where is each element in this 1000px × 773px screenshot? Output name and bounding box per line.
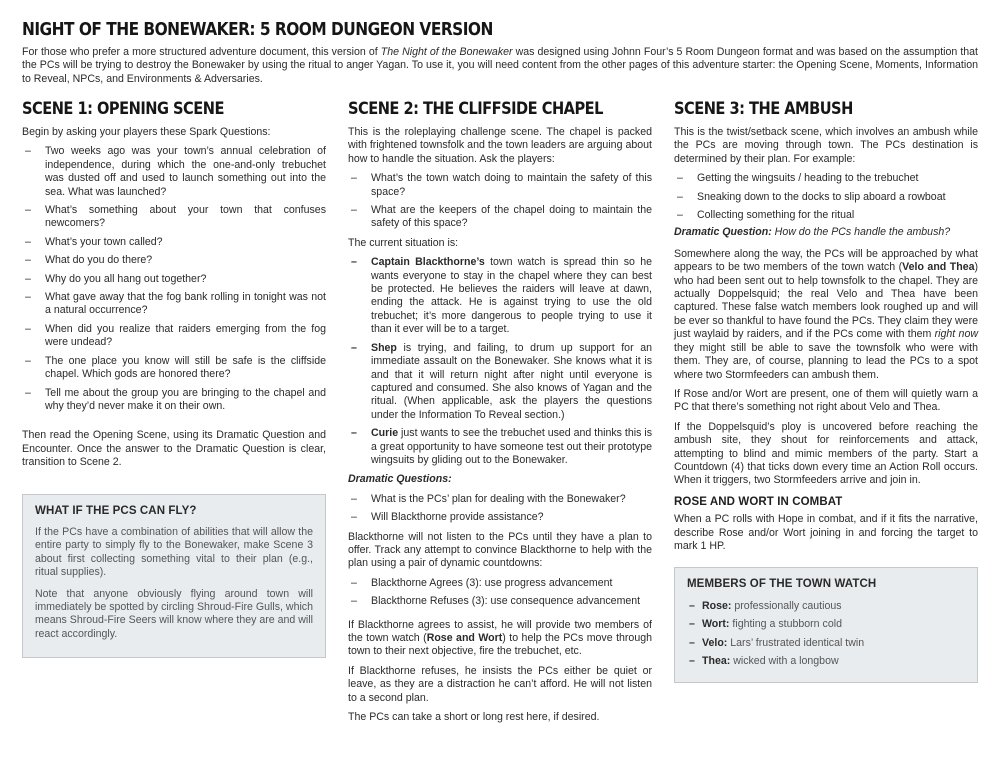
member-name: Rose:: [702, 599, 732, 612]
rest-paragraph: The PCs can take a short or long rest here, if desired.: [348, 711, 600, 724]
member-desc: wicked with a longbow: [730, 655, 839, 667]
scene2-dq-label: Dramatic Questions:: [348, 473, 452, 486]
scene3-dq-text: How do the PCs handle the ambush?: [771, 226, 951, 239]
member-name: Velo:: [702, 636, 728, 649]
ambush-emphasis: right now: [934, 328, 978, 341]
npc-name: Shep: [371, 341, 397, 354]
spark-question: – Tell me about the group you are bringing to the chapel and why they’d never make it on their own.: [22, 387, 326, 414]
spark-questions: [22, 145, 326, 413]
scene2-lead: This is the roleplaying challenge scene. The chapel is packed with frightened townsfolk and the town leaders are arguing about how to handle the situation. Ask the players:: [348, 126, 652, 165]
situation-item: [348, 342, 652, 422]
document-title: NIGHT OF THE BONEWAKER: 5 ROOM DUNGEON VERSION: [22, 20, 493, 40]
scene2-column: [348, 98, 652, 730]
dramatic-question: – What is the PCs’ plan for dealing with the Bonewaker?: [348, 493, 652, 506]
scene1-lead: Begin by asking your players these Spark Questions:: [22, 126, 271, 138]
scene2-dq-list: [348, 493, 652, 525]
scene2-heading: SCENE 2: THE CLIFFSIDE CHAPEL: [348, 99, 603, 119]
member-desc: professionally cautious: [731, 599, 842, 612]
warn-paragraph: If Rose and/or Wort are present, one of them will quietly warn a PC that there’s something not right about Velo and Thea.: [674, 387, 978, 414]
member-name: Wort:: [702, 618, 730, 631]
situation-text: town watch is spread thin so he wants everyone to stay in the chapel where they can best be protected. He believes the raiders will leave at dawn, ending the attack. He is against trying to use the old trebuchet; it’s more dangerous to people trying to use it than it ever will be to a target.: [371, 256, 652, 336]
scene1-outro: Then read the Opening Scene, using its Dramatic Question and Encounter. Once the answer to the Dramatic Question is clear, transition to Scene 2.: [22, 429, 326, 469]
ambush-paragraph: [674, 248, 978, 382]
scene3-dq-label: Dramatic Question:: [674, 226, 772, 239]
dramatic-question: – Will Blackthorne provide assistance?: [348, 511, 652, 524]
situation-text: is trying, and failing, to drum up support for an immediate assault on the Bonewaker. She knows what it is and that it will return night after night until everyone is captured and consumed. She also knows of Yagan and the ritual. (When applicable, ask the players the questions under the Information To Reveal section.): [371, 341, 652, 421]
combat-heading: ROSE AND WORT IN COMBAT: [674, 495, 843, 508]
member-desc: Lars’ frustrated identical twin: [727, 636, 865, 649]
scene3-lead: This is the twist/setback scene, which involves an ambush while the PCs are moving through town. The PCs destination is determined by their plan. For example:: [674, 126, 978, 165]
scene2-question: – What’s the town watch doing to maintain the safety of this space?: [348, 172, 652, 199]
situation-item: [348, 427, 652, 467]
npc-name: Curie: [371, 427, 399, 440]
spark-question: – What do you do there?: [22, 254, 326, 267]
intro-adventure-title: The Night of the Bonewaker: [380, 46, 513, 58]
destination-example: – Collecting something for the ritual: [674, 209, 978, 222]
intro-text-b: was designed using Johnn Four’s 5 Room Dungeon format and was based on the assumption that the PCs will be trying to destroy the Bonewaker by using the ritual to anger Yagan. To use it, you will need content from the other pages of this adventure starter: the Opening Scene, Moments, Information to Reveal, NPCs, and Environments & Adversaries.: [22, 46, 978, 85]
scene2-question: – What are the keepers of the chapel doing to maintain the safety of this space?: [348, 204, 652, 231]
watch-member: [687, 600, 965, 613]
refuse-paragraph: If Blackthorne refuses, he insists the PCs either be quiet or leave, as they are a distraction he can’t afford. He will not listen to a second plan.: [348, 664, 652, 704]
spark-question: – The one place you know will still be safe is the cliffside chapel. Which gods are honored there?: [22, 355, 326, 382]
member-desc: fighting a stubborn cold: [729, 618, 842, 631]
ambush-text-c: they might still be able to save the townsfolk who were with them. They are, of course, planning to lead the PCs to a spot where two Stormfeeders can ambush them.: [674, 341, 978, 381]
watch-member: [687, 637, 965, 650]
agree-names: Rose and Wort: [426, 632, 503, 644]
town-watch-sidebar: [674, 567, 978, 683]
combat-paragraph: When a PC rolls with Hope in combat, and if it fits the narrative, describe Rose and/or Wort joining in and forcing the target to mark 1 HP.: [674, 513, 978, 552]
scene3-column: [674, 98, 978, 683]
town-watch-heading: MEMBERS OF THE TOWN WATCH: [687, 578, 877, 591]
countdown-list: [348, 577, 652, 609]
fly-sidebar-p2: Note that anyone obviously flying around town will immediately be spotted by circling Shroud-Fire Gulls, which means Shroud-Fire Seers will know where they are and will react accordingly.: [35, 587, 313, 640]
spark-question: – What’s your town called?: [22, 236, 326, 249]
agree-paragraph: [348, 619, 652, 659]
npc-name: Captain Blackthorne’s: [371, 256, 485, 269]
spark-question: – What’s something about your town that confuses newcomers?: [22, 204, 326, 231]
destination-examples: [674, 172, 978, 222]
scene1-column: [22, 98, 326, 658]
countdown-lead: Blackthorne will not listen to the PCs until they have a plan to offer. Track any attempt to convince Blackthorne to help with the plan using a pair of dynamic countdowns:: [348, 530, 652, 570]
scene3-heading: SCENE 3: THE AMBUSH: [674, 99, 853, 119]
ambush-text-a: Somewhere along the way, the PCs will be approached by what appears to be two members of the town watch (: [674, 247, 978, 274]
ambush-text-b: ) who had been sent out to help townsfolk to the chapel. They are actually Doppelsquid; the real Velo and Thea have been captured. These false watch members look roughed up and will be ever so thankful to have found the PCs. They claim they were just waylaid by raiders, and if the PCs come with them: [674, 261, 979, 341]
watch-member: [687, 618, 965, 631]
situation-list: [348, 256, 652, 467]
intro-text-a: For those who prefer a more structured adventure document, this version of: [22, 46, 381, 58]
spark-question: – Two weeks ago was your town’s annual celebration of independence, during which the one-and-only trebuchet was dusted off and used to launch something out into the sea. What was launched?: [22, 145, 326, 199]
spark-question: – What gave away that the fog bank rolling in tonight was not a natural occurrence?: [22, 291, 326, 318]
watch-member: [687, 655, 965, 668]
countdown-item: – Blackthorne Agrees (3): use progress advancement: [348, 577, 652, 590]
countdown-item: – Blackthorne Refuses (3): use consequence advancement: [348, 595, 652, 608]
agree-text-a: If Blackthorne agrees to assist, he will provide two members of the town watch (: [348, 618, 652, 644]
scene3-dq: [674, 226, 978, 239]
ambush-names: Velo and Thea: [902, 261, 975, 274]
destination-example: – Getting the wingsuits / heading to the trebuchet: [674, 172, 978, 185]
situation-item: [348, 256, 652, 336]
spark-question: – Why do you all hang out together?: [22, 273, 326, 286]
situation-text: just wants to see the trebuchet used and thinks this is a great opportunity to have someone test out their prototype wingsuits by gliding out to the Bonewaker.: [371, 427, 652, 466]
situation-lead: The current situation is:: [348, 236, 459, 249]
intro-paragraph: [22, 46, 978, 86]
spark-question: – When did you realize that raiders emerging from the fog were undead?: [22, 323, 326, 350]
destination-example: – Sneaking down to the docks to slip aboard a rowboat: [674, 191, 978, 204]
member-name: Thea:: [702, 655, 731, 667]
page: [22, 18, 979, 724]
town-watch-list: [687, 600, 965, 669]
fly-sidebar-p1: If the PCs have a combination of abilities that will allow the entire party to simply fly to the Bonewaker, make Scene 3 about first collecting something vital to their plan (e.g., ritual supplies).: [35, 525, 313, 579]
ploy-paragraph: If the Doppelsquid’s ploy is uncovered before reaching the ambush site, they shout for reinforcements and attack, attempting to blind and mimic members of the party. Start a Countdown (4) that ticks down every time an Action Roll occurs. When it triggers, two Stormfeeders arrive and join in.: [674, 420, 978, 487]
scene2-questions: [348, 172, 652, 231]
agree-text-b: ) to help the PCs move through town to their next objective, fire the trebuchet, etc.: [348, 632, 652, 658]
fly-sidebar-heading: WHAT IF THE PCS CAN FLY?: [35, 504, 197, 517]
fly-sidebar: [22, 494, 326, 659]
scene1-heading: SCENE 1: OPENING SCENE: [22, 99, 224, 119]
